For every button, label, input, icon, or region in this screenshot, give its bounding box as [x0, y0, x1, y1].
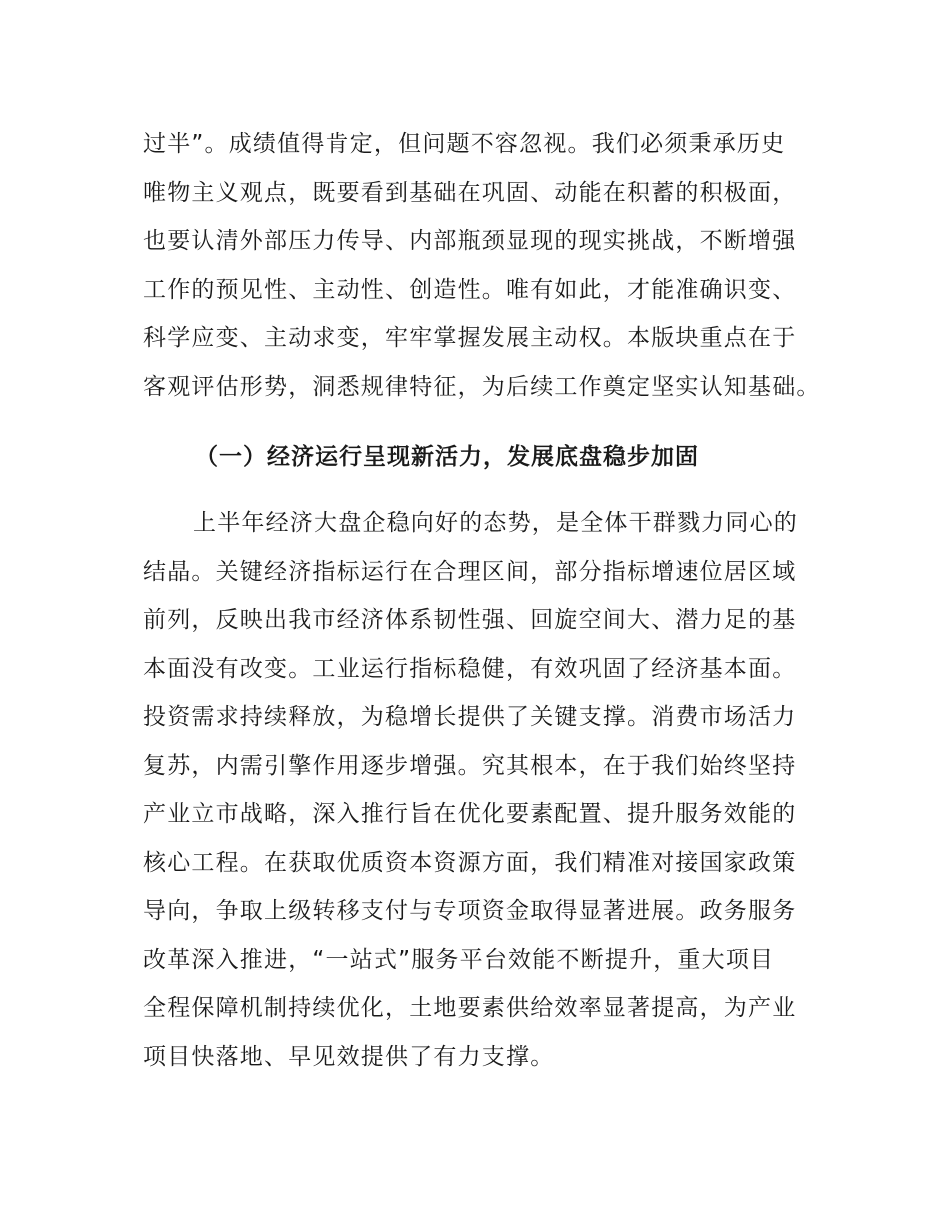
- body-line: 前列，反映出我市经济体系韧性强、回旋空间大、潜力足的基: [143, 607, 797, 633]
- body-line: 产业立市战略，深入推行旨在优化要素配置、提升服务效能的: [143, 801, 797, 827]
- intro-line: 也要认清外部压力传导、内部瓶颈显现的现实挑战，不断增强: [143, 228, 797, 254]
- section-heading: （一）经济运行呈现新活力，发展底盘稳步加固: [195, 444, 699, 470]
- body-line: 本面没有改变。工业运行指标稳健，有效巩固了经济基本面。: [143, 656, 797, 682]
- body-line: 项目快落地、早见效提供了有力支撑。: [143, 1044, 555, 1070]
- intro-line: 工作的预见性、主动性、创造性。唯有如此，才能准确识变、: [143, 277, 797, 303]
- intro-line: 唯物主义观点，既要看到基础在巩固、动能在积蓄的积极面，: [143, 180, 797, 206]
- body-line: 核心工程。在获取优质资本资源方面，我们精准对接国家政策: [143, 850, 797, 876]
- intro-line: 科学应变、主动求变，牢牢掌握发展主动权。本版块重点在于: [143, 325, 797, 351]
- body-line: 改革深入推进，“一站式”服务平台效能不断提升，重大项目: [143, 947, 775, 973]
- intro-line: 过半”。成绩值得肯定，但问题不容忽视。我们必须秉承历史: [143, 131, 786, 157]
- body-line: 复苏，内需引擎作用逐步增强。究其根本，在于我们始终坚持: [143, 753, 797, 779]
- body-line: 导向，争取上级转移支付与专项资金取得显著进展。政务服务: [143, 898, 797, 924]
- intro-line: 客观评估形势，洞悉规律特征，为后续工作奠定坚实认知基础。: [143, 374, 821, 400]
- body-line: 上半年经济大盘企稳向好的态势，是全体干群戮力同心的: [193, 510, 798, 536]
- body-line: 全程保障机制持续优化，土地要素供给效率显著提高，为产业: [143, 995, 797, 1021]
- body-line: 投资需求持续释放，为稳增长提供了关键支撑。消费市场活力: [143, 704, 797, 730]
- body-line: 结晶。关键经济指标运行在合理区间，部分指标增速位居区域: [143, 559, 797, 585]
